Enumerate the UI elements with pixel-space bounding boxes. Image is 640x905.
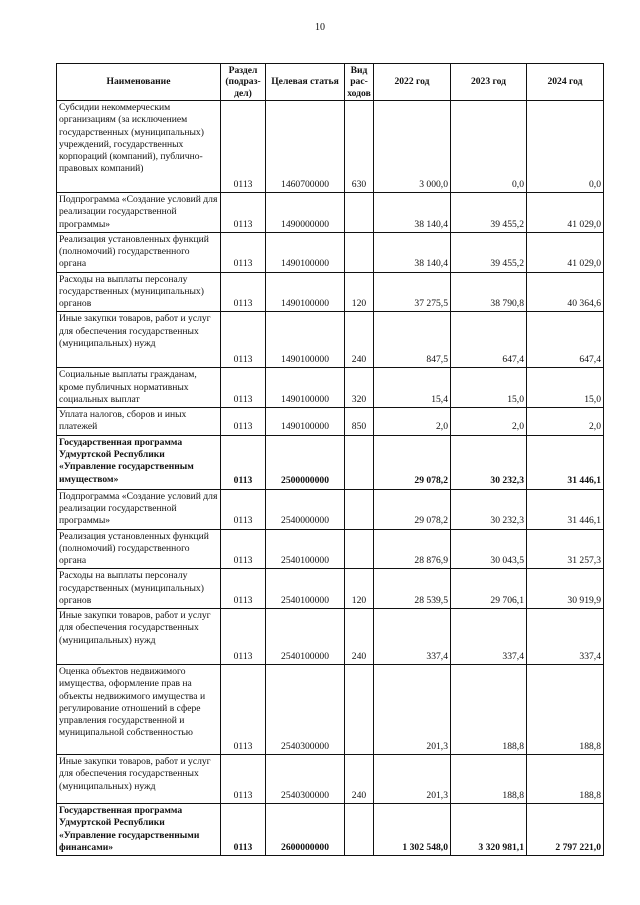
cell-target: 2540100000 xyxy=(266,569,345,609)
cell-target: 1490100000 xyxy=(266,232,345,272)
table-row xyxy=(57,312,604,368)
cell-section: 0113 xyxy=(221,193,266,233)
table-row xyxy=(57,232,604,272)
cell-2023: 38 790,8 xyxy=(451,272,527,312)
cell-section: 0113 xyxy=(221,755,266,804)
table-row xyxy=(57,101,604,193)
cell-target: 2600000000 xyxy=(266,804,345,856)
table-row xyxy=(57,489,604,529)
cell-kind xyxy=(345,804,374,856)
cell-kind xyxy=(345,489,374,529)
cell-section: 0113 xyxy=(221,368,266,408)
cell-name: Подпрограмма «Создание условий для реализации государственной программы» xyxy=(57,489,221,529)
cell-2023: 30 043,5 xyxy=(451,529,527,569)
cell-target: 1490100000 xyxy=(266,272,345,312)
cell-kind xyxy=(345,529,374,569)
cell-name: Социальные выплаты гражданам, кроме публичных нормативных социальных выплат xyxy=(57,368,221,408)
page-number: 10 xyxy=(315,22,325,33)
cell-2024: 31 446,1 xyxy=(527,435,604,489)
cell-2022: 37 275,5 xyxy=(374,272,451,312)
cell-name: Подпрограмма «Создание условий для реализации государственной программы» xyxy=(57,193,221,233)
cell-target: 2500000000 xyxy=(266,435,345,489)
table-row xyxy=(57,755,604,804)
cell-2022: 38 140,4 xyxy=(374,232,451,272)
cell-section: 0113 xyxy=(221,665,266,755)
cell-section: 0113 xyxy=(221,272,266,312)
cell-2024: 31 446,1 xyxy=(527,489,604,529)
cell-target: 1460700000 xyxy=(266,101,345,193)
cell-2023: 39 455,2 xyxy=(451,232,527,272)
header-2022: 2022 год xyxy=(374,64,451,101)
cell-2024: 337,4 xyxy=(527,609,604,665)
cell-2022: 847,5 xyxy=(374,312,451,368)
cell-name: Расходы на выплаты персоналу государственных (муниципальных) органов xyxy=(57,569,221,609)
cell-2022: 201,3 xyxy=(374,755,451,804)
table-row xyxy=(57,368,604,408)
cell-target: 2540100000 xyxy=(266,529,345,569)
cell-name: Иные закупки товаров, работ и услуг для обеспечения государственных (муниципальных) нужд xyxy=(57,609,221,665)
cell-name: Уплата налогов, сборов и иных платежей xyxy=(57,408,221,436)
cell-2022: 15,4 xyxy=(374,368,451,408)
cell-target: 1490100000 xyxy=(266,408,345,436)
cell-kind xyxy=(345,193,374,233)
cell-kind: 850 xyxy=(345,408,374,436)
cell-2024: 2 797 221,0 xyxy=(527,804,604,856)
header-name: Наименование xyxy=(57,64,221,101)
cell-2022: 1 302 548,0 xyxy=(374,804,451,856)
cell-name: Государственная программа Удмуртской Республики «Управление государственным имуществом» xyxy=(57,435,221,489)
cell-2024: 188,8 xyxy=(527,755,604,804)
cell-2023: 29 706,1 xyxy=(451,569,527,609)
table-row xyxy=(57,804,604,856)
cell-section: 0113 xyxy=(221,101,266,193)
cell-2023: 2,0 xyxy=(451,408,527,436)
header-section: Раздел (подраз-дел) xyxy=(221,64,266,101)
cell-kind xyxy=(345,665,374,755)
table-row xyxy=(57,529,604,569)
header-2023: 2023 год xyxy=(451,64,527,101)
table-row xyxy=(57,665,604,755)
cell-2022: 38 140,4 xyxy=(374,193,451,233)
cell-section: 0113 xyxy=(221,408,266,436)
table-row xyxy=(57,609,604,665)
cell-2022: 28 876,9 xyxy=(374,529,451,569)
cell-2024: 647,4 xyxy=(527,312,604,368)
cell-section: 0113 xyxy=(221,489,266,529)
table-row xyxy=(57,193,604,233)
cell-2023: 188,8 xyxy=(451,665,527,755)
cell-2024: 30 919,9 xyxy=(527,569,604,609)
cell-name: Государственная программа Удмуртской Республики «Управление государственными финансами» xyxy=(57,804,221,856)
header-kind: Вид рас-ходов xyxy=(345,64,374,101)
cell-2023: 337,4 xyxy=(451,609,527,665)
cell-kind: 240 xyxy=(345,609,374,665)
cell-2022: 28 539,5 xyxy=(374,569,451,609)
cell-name: Оценка объектов недвижимого имущества, оформление прав на объекты недвижимого имущества и регулирование отношений в сфере управления государственной и муниципальной собственностью xyxy=(57,665,221,755)
cell-2022: 201,3 xyxy=(374,665,451,755)
cell-name: Реализация установленных функций (полномочий) государственного органа xyxy=(57,529,221,569)
table-header-row xyxy=(57,64,604,101)
cell-section: 0113 xyxy=(221,232,266,272)
cell-kind xyxy=(345,232,374,272)
cell-name: Расходы на выплаты персоналу государственных (муниципальных) органов xyxy=(57,272,221,312)
cell-2024: 2,0 xyxy=(527,408,604,436)
cell-kind: 240 xyxy=(345,755,374,804)
cell-target: 1490000000 xyxy=(266,193,345,233)
cell-2023: 3 320 981,1 xyxy=(451,804,527,856)
cell-2023: 647,4 xyxy=(451,312,527,368)
cell-2024: 15,0 xyxy=(527,368,604,408)
cell-kind: 120 xyxy=(345,569,374,609)
cell-kind: 630 xyxy=(345,101,374,193)
cell-2024: 0,0 xyxy=(527,101,604,193)
cell-name: Реализация установленных функций (полномочий) государственного органа xyxy=(57,232,221,272)
cell-2024: 31 257,3 xyxy=(527,529,604,569)
table-row xyxy=(57,408,604,436)
cell-target: 1490100000 xyxy=(266,312,345,368)
cell-target: 2540000000 xyxy=(266,489,345,529)
cell-2024: 40 364,6 xyxy=(527,272,604,312)
cell-kind: 240 xyxy=(345,312,374,368)
table-row xyxy=(57,569,604,609)
cell-2023: 188,8 xyxy=(451,755,527,804)
cell-target: 2540100000 xyxy=(266,609,345,665)
table-row xyxy=(57,272,604,312)
cell-2024: 188,8 xyxy=(527,665,604,755)
budget-table xyxy=(56,63,604,856)
cell-name: Иные закупки товаров, работ и услуг для обеспечения государственных (муниципальных) нужд xyxy=(57,755,221,804)
cell-2023: 30 232,3 xyxy=(451,489,527,529)
cell-section: 0113 xyxy=(221,804,266,856)
cell-2022: 337,4 xyxy=(374,609,451,665)
cell-section: 0113 xyxy=(221,529,266,569)
cell-2022: 2,0 xyxy=(374,408,451,436)
cell-target: 1490100000 xyxy=(266,368,345,408)
header-2024: 2024 год xyxy=(527,64,604,101)
cell-target: 2540300000 xyxy=(266,755,345,804)
cell-2022: 29 078,2 xyxy=(374,435,451,489)
cell-2022: 29 078,2 xyxy=(374,489,451,529)
cell-section: 0113 xyxy=(221,312,266,368)
cell-2022: 3 000,0 xyxy=(374,101,451,193)
cell-section: 0113 xyxy=(221,569,266,609)
cell-2023: 39 455,2 xyxy=(451,193,527,233)
cell-2024: 41 029,0 xyxy=(527,193,604,233)
cell-2023: 0,0 xyxy=(451,101,527,193)
cell-kind: 320 xyxy=(345,368,374,408)
cell-name: Иные закупки товаров, работ и услуг для обеспечения государственных (муниципальных) нужд xyxy=(57,312,221,368)
cell-section: 0113 xyxy=(221,609,266,665)
header-target: Целевая статья xyxy=(266,64,345,101)
cell-kind xyxy=(345,435,374,489)
cell-target: 2540300000 xyxy=(266,665,345,755)
cell-2023: 30 232,3 xyxy=(451,435,527,489)
cell-2024: 41 029,0 xyxy=(527,232,604,272)
table-row xyxy=(57,435,604,489)
cell-kind: 120 xyxy=(345,272,374,312)
cell-2023: 15,0 xyxy=(451,368,527,408)
cell-section: 0113 xyxy=(221,435,266,489)
cell-name: Субсидии некоммерческим организациям (за исключением государственных (муниципальных) учреждений, государственных корпораций (компаний), публично-правовых компаний) xyxy=(57,101,221,193)
